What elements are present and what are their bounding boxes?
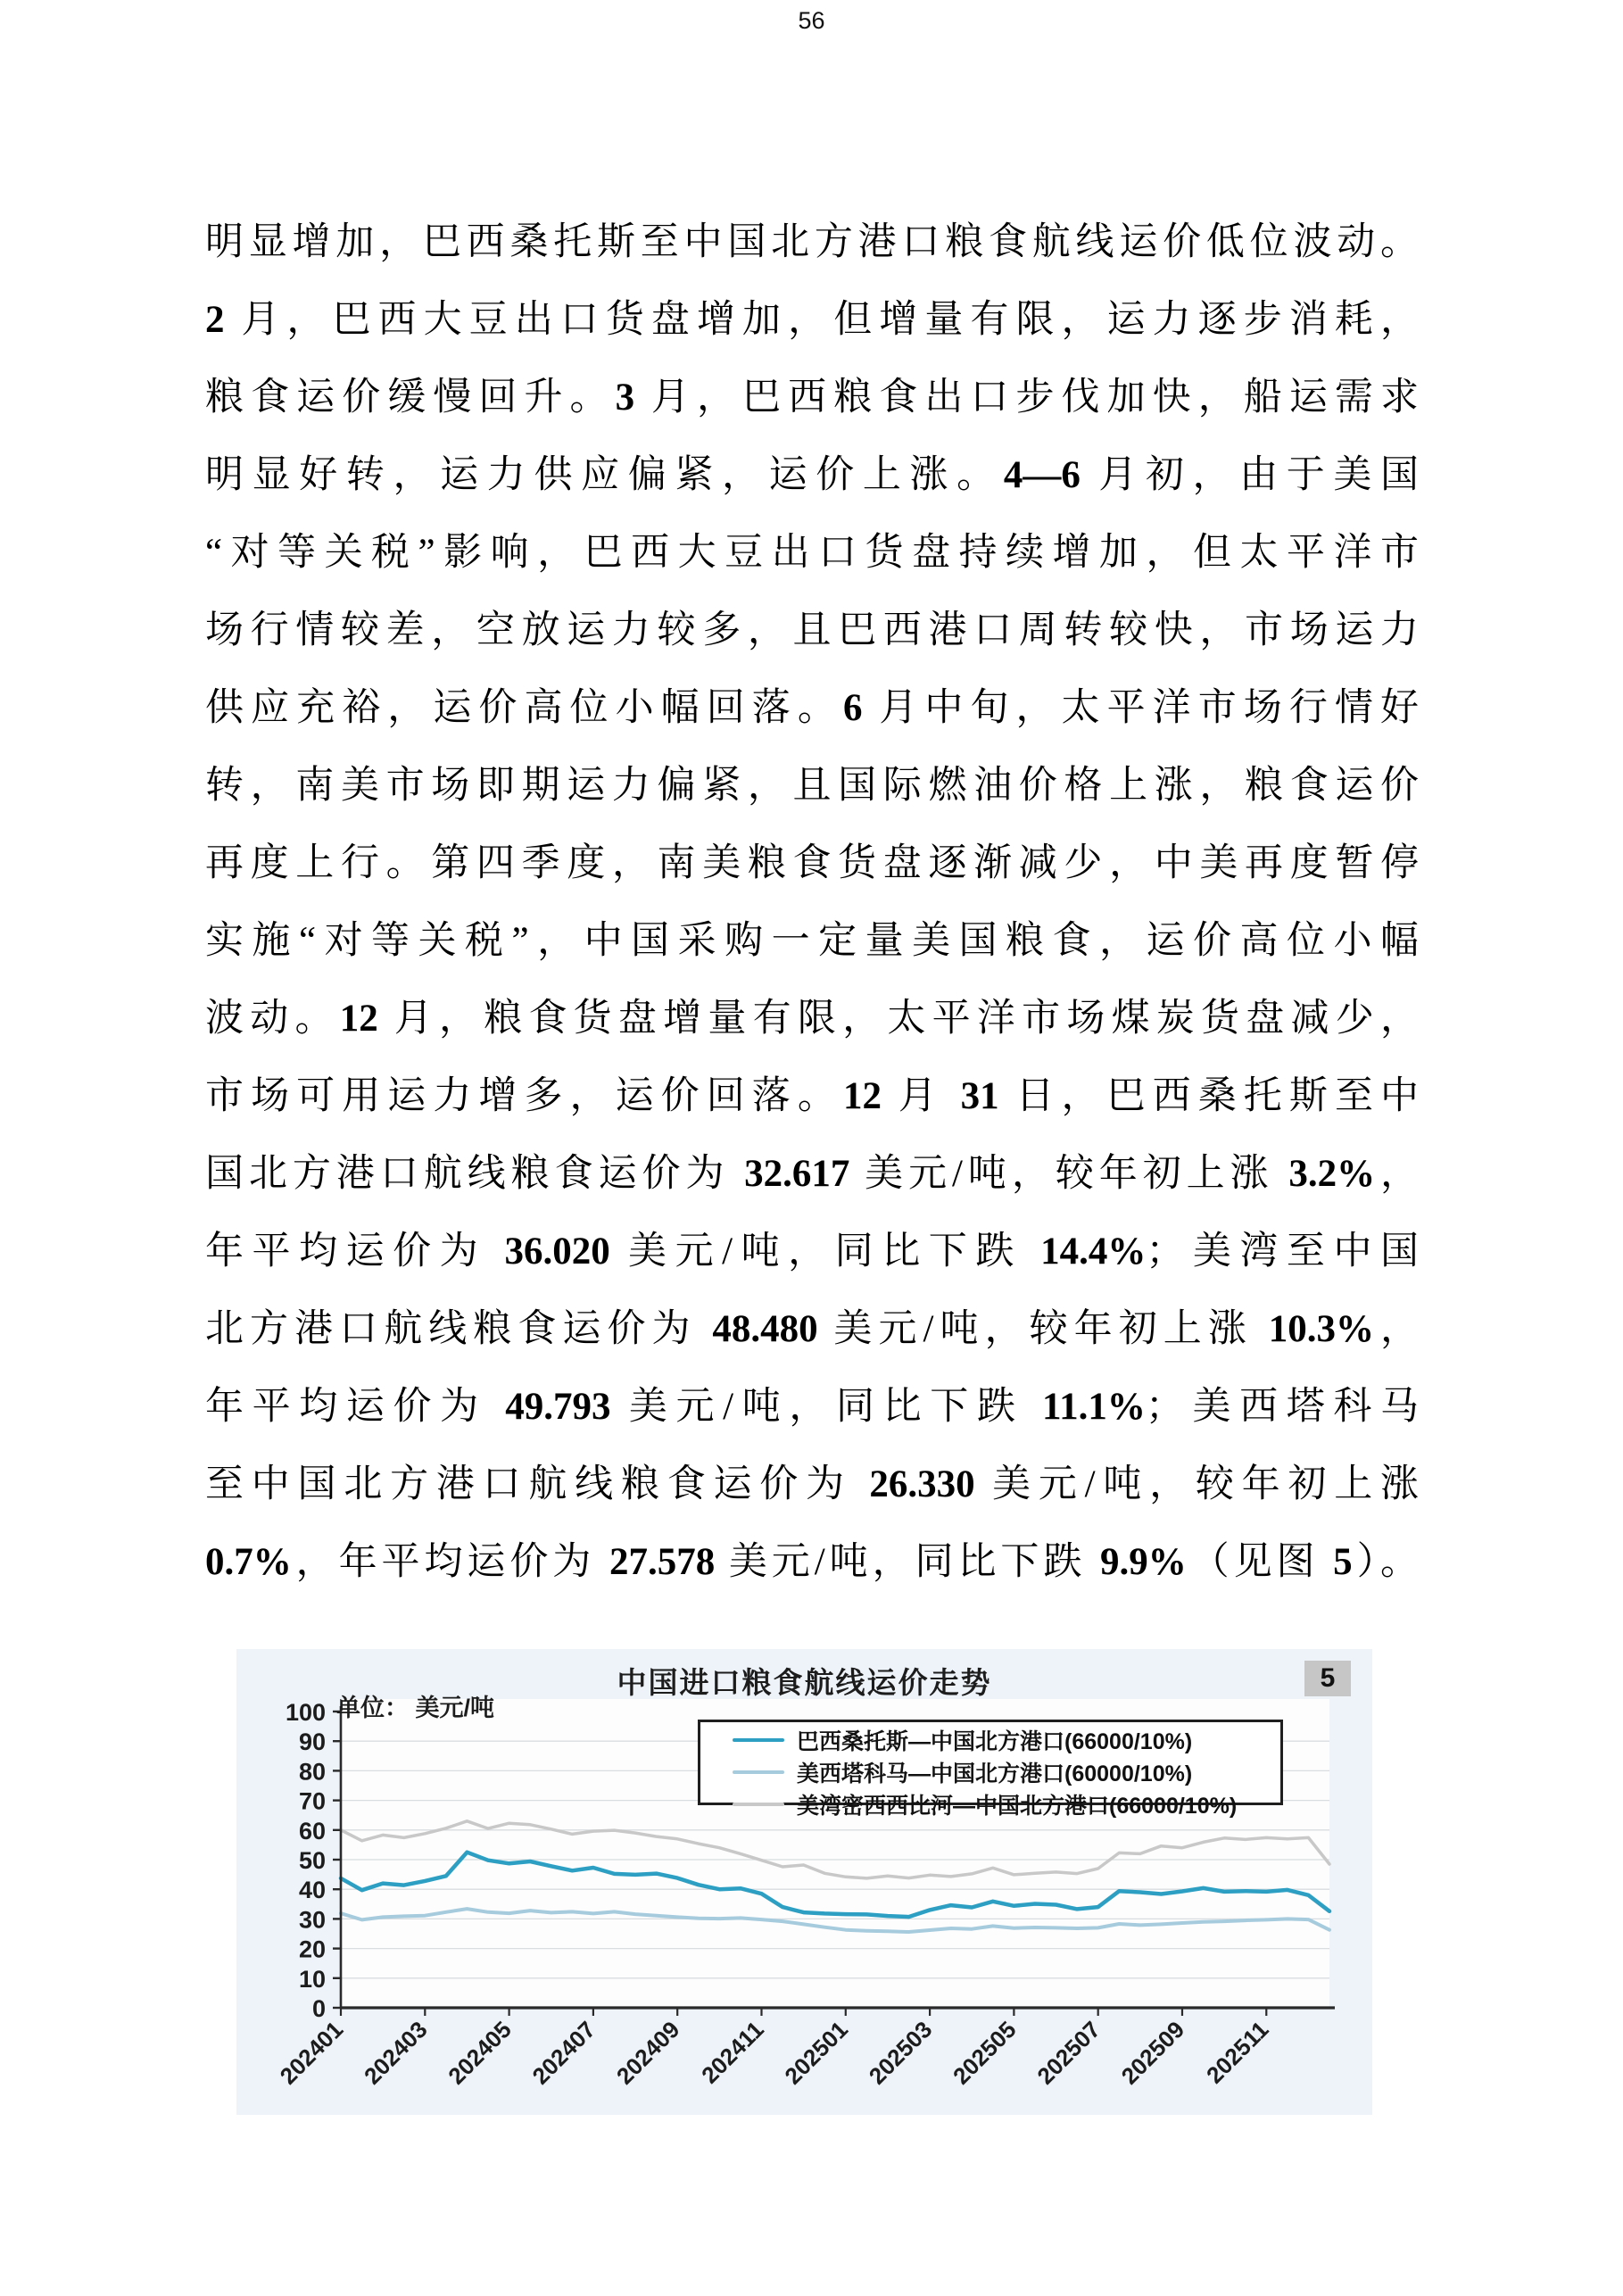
paragraph-line [205,514,1419,592]
text-run: 波动。 [205,998,340,1040]
text-run: ）。 [1352,1541,1420,1583]
svg-text:0: 0 [311,1995,326,2022]
numeric-value: 14.4% [1040,1231,1147,1272]
text-run: 市场可用运力增多，运价回落。 [205,1075,843,1117]
text-run: 月，巴西大豆出口货盘增加，但增量有限，运力逐步消耗， [224,299,1419,341]
paragraph-line [205,669,1419,747]
paragraph-line [205,203,1419,281]
numeric-value: 48.480 [712,1308,818,1350]
legend-line-swatch [733,1738,784,1743]
paragraph-line [205,825,1419,902]
paragraph-line [205,436,1419,514]
paragraph-line [205,1135,1419,1213]
svg-text:30: 30 [298,1906,326,1934]
paragraph-line [205,980,1419,1057]
svg-text:202501: 202501 [779,2016,854,2090]
paragraph-line [205,1446,1419,1523]
text-run: 年平均运价为 [205,1386,506,1428]
text-run: 转，南美市场即期运力偏紧，且国际燃油价格上涨，粮食运价 [205,765,1419,807]
text-run: 美元/吨，较年初上涨 [974,1463,1419,1505]
numeric-value: 2 [205,299,225,341]
svg-text:60: 60 [298,1817,326,1844]
numeric-value: 49.793 [505,1386,611,1428]
svg-text:202403: 202403 [358,2016,433,2090]
text-run: 美元/吨，较年初上涨 [849,1153,1289,1195]
text-run: ；美湾至中国 [1146,1231,1420,1272]
text-run: 明显增加，巴西桑托斯至中国北方港口粮食航线运价低位波动。 [205,221,1419,263]
text-run: 再度上行。第四季度，南美粮食货盘逐渐减少，中美再度暂停 [205,842,1419,884]
body-paragraph [205,203,1419,1601]
numeric-value: 36.020 [504,1231,610,1272]
svg-text:100: 100 [285,1699,326,1726]
text-run: 明显好转，运力供应偏紧，运价上涨。 [205,454,1004,496]
legend-item-0 [700,1724,1280,1756]
paragraph-line [205,747,1419,825]
axis-unit-label: 单位： 美元/吨 [336,1695,495,1721]
text-run: ， [1375,1153,1420,1195]
paragraph-line [205,281,1419,359]
svg-text:202507: 202507 [1031,2016,1105,2090]
chart-legend [698,1720,1283,1819]
y-axis-labels [286,1699,341,2022]
text-run: 美元/吨，同比下跌 [610,1386,1042,1428]
svg-text:202407: 202407 [526,2016,601,2090]
text-run: 月，粮食货盘增量有限，太平洋市场煤炭货盘减少， [377,998,1420,1040]
paragraph-line [205,1368,1419,1446]
text-run: 美元/吨，同比下跌 [715,1541,1100,1583]
text-run: 月初，由于美国 [1080,454,1420,496]
paragraph-line [205,359,1419,436]
paragraph-line [205,1290,1419,1368]
text-run: ， [1373,1308,1420,1350]
svg-text:50: 50 [298,1847,326,1874]
text-run: 年平均运价为 [205,1231,505,1272]
numeric-value: 0.7% [205,1541,292,1583]
svg-text:202405: 202405 [443,2016,517,2090]
x-axis-labels [275,2008,1274,2090]
text-run: 实施“对等关税”，中国采购一定量美国粮食，运价高位小幅 [205,920,1419,962]
numeric-value: 26.330 [869,1463,975,1505]
page-number: 56 [798,7,825,34]
svg-text:20: 20 [298,1935,326,1963]
numeric-value: 12 [339,998,378,1040]
numeric-value: 10.3% [1268,1308,1374,1350]
chart-title: 中国进口粮食航线运价走势 [617,1666,992,1699]
text-run: ；美西塔科马 [1145,1386,1420,1428]
paragraph-line [205,1213,1419,1290]
text-run: 国北方港口航线粮食运价为 [205,1153,745,1195]
svg-text:40: 40 [298,1877,326,1904]
legend-item-1 [700,1756,1280,1788]
numeric-value: 11.1% [1041,1386,1146,1428]
text-run: 日，巴西桑托斯至中 [998,1075,1420,1117]
text-run: 至中国北方港口航线粮食运价为 [205,1463,870,1505]
svg-text:202503: 202503 [863,2016,938,2090]
legend-label: 美湾密西西比河—中国北方港口(66000/10%) [797,1794,1238,1819]
text-run: 月，巴西粮食出口步伐加快，船运需求 [634,377,1420,419]
legend-line-swatch [733,1803,784,1806]
text-run: ，年平均运价为 [291,1541,609,1583]
paragraph-line [205,902,1419,980]
legend-label: 巴西桑托斯—中国北方港口(66000/10%) [797,1729,1193,1754]
text-run: 月中旬，太平洋市场行情好 [862,687,1420,729]
text-run: 北方港口航线粮食运价为 [205,1308,713,1350]
numeric-value: 4—6 [1003,454,1081,496]
numeric-value: 31 [960,1075,999,1117]
paragraph-line [205,592,1419,669]
text-run: 粮食运价缓慢回升。 [205,377,616,419]
paragraph-line [205,1057,1419,1135]
text-run: 美元/吨，同比下跌 [609,1231,1041,1272]
svg-text:10: 10 [298,1965,326,1993]
numeric-value: 5 [1333,1541,1353,1583]
svg-text:80: 80 [298,1758,326,1786]
numeric-value: 32.617 [744,1153,850,1195]
text-run: 月 [881,1075,961,1117]
svg-text:202411: 202411 [696,2016,769,2089]
paragraph-line [205,1523,1419,1601]
numeric-value: 6 [842,687,863,729]
numeric-value: 9.9% [1099,1541,1187,1583]
text-run: 供应充裕，运价高位小幅回落。 [205,687,843,729]
numeric-value: 27.578 [609,1541,716,1583]
legend-label: 美西塔科马—中国北方港口(60000/10%) [797,1761,1193,1786]
text-run: 场行情较差，空放运力较多，且巴西港口周转较快，市场运力 [205,609,1419,651]
text-run: 美元/吨，较年初上涨 [817,1308,1269,1350]
numeric-value: 3 [615,377,635,419]
svg-text:202505: 202505 [948,2016,1022,2090]
legend-line-swatch [733,1770,784,1774]
figure-5 [236,1649,1372,2115]
figure-number-badge: 5 [1304,1661,1351,1696]
svg-text:70: 70 [298,1787,326,1815]
svg-text:202509: 202509 [1115,2016,1190,2090]
svg-text:202401: 202401 [274,2016,349,2090]
numeric-value: 3.2% [1288,1153,1376,1195]
numeric-value: 12 [842,1075,882,1117]
text-run: “对等关税”影响，巴西大豆出口货盘持续增加，但太平洋市 [205,532,1419,574]
svg-text:202511: 202511 [1200,2016,1274,2089]
svg-text:90: 90 [298,1728,326,1756]
legend-item-2 [700,1788,1280,1820]
text-run: （见图 [1186,1541,1334,1583]
svg-text:202409: 202409 [610,2016,685,2090]
